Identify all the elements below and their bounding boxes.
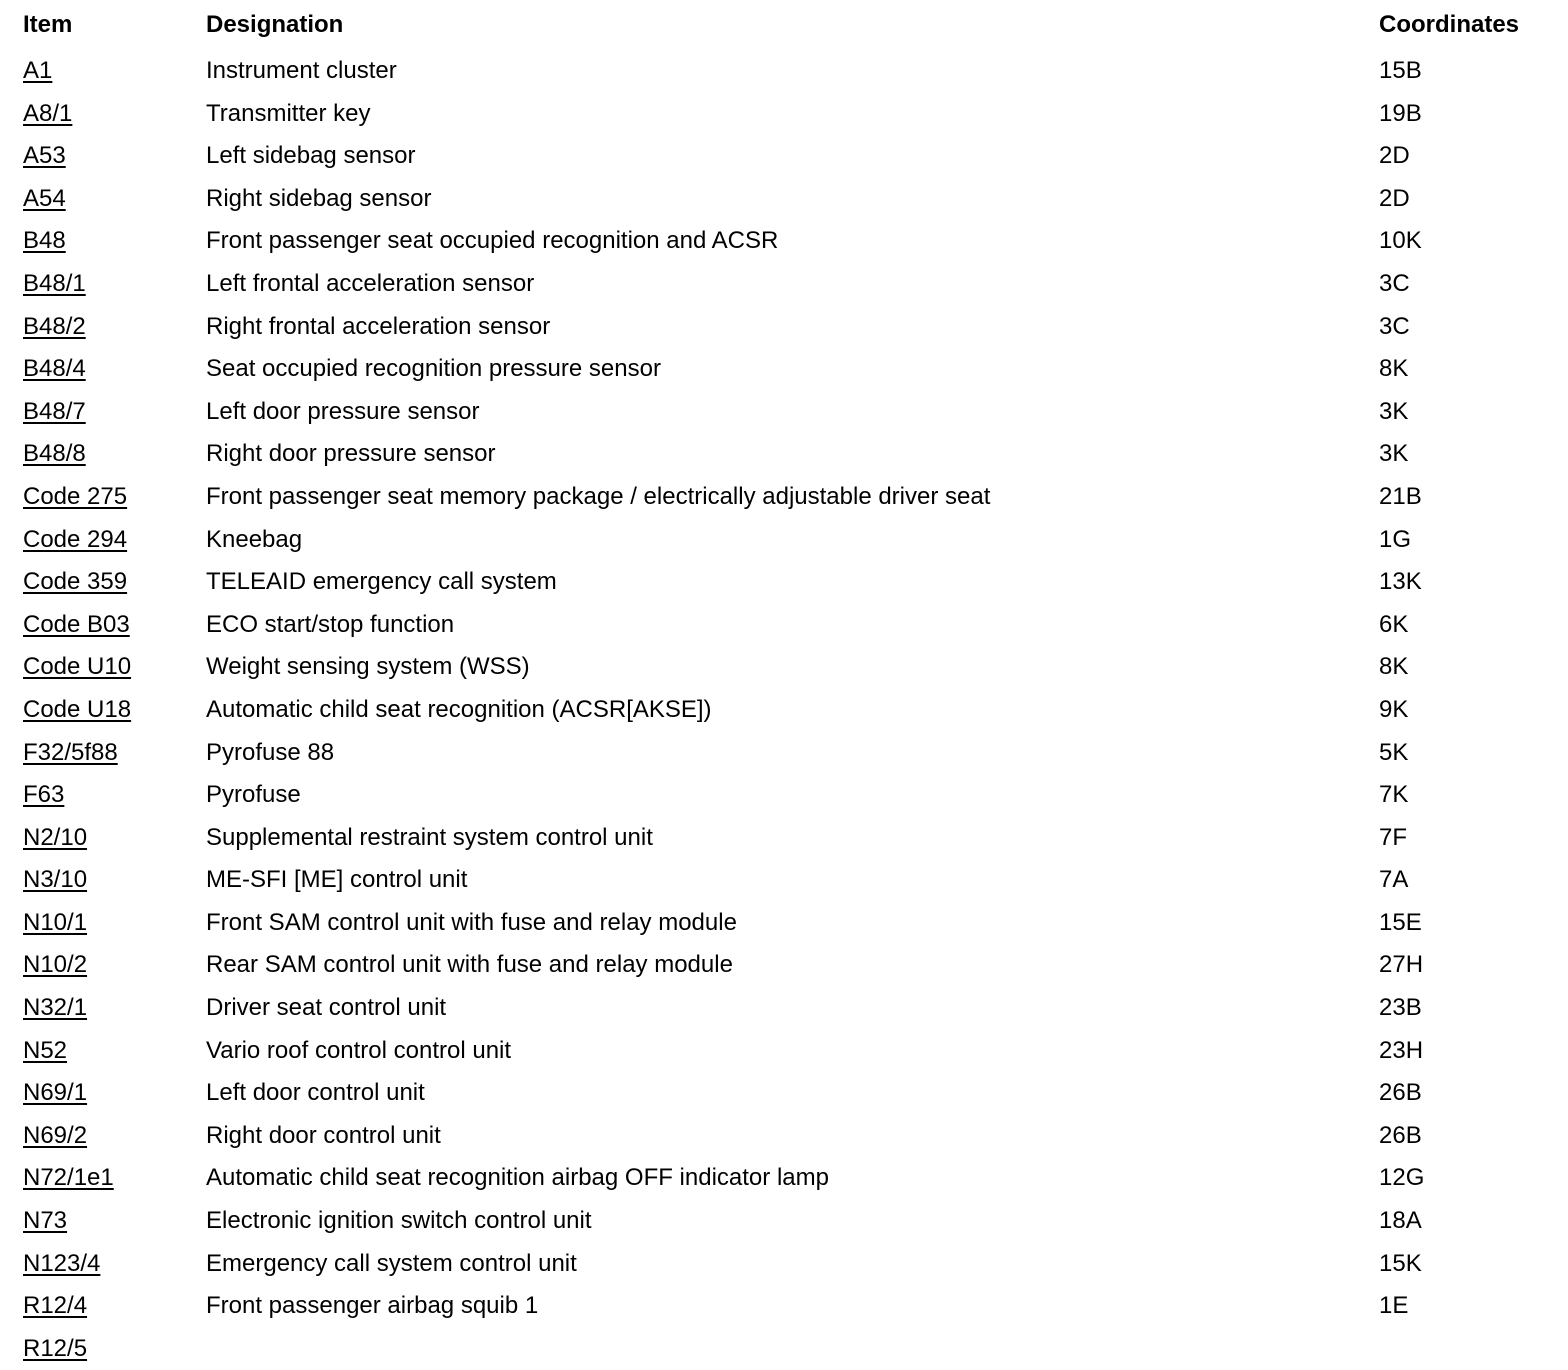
coordinates-text: 7A — [1379, 866, 1409, 894]
table-row — [0, 263, 1568, 306]
item-link[interactable]: B48/1 — [23, 269, 86, 297]
table-row — [0, 135, 1568, 178]
coordinates-text: 3C — [1379, 312, 1410, 340]
designation-text: Pyrofuse 88 — [206, 738, 335, 766]
coordinates-text: 7K — [1379, 781, 1409, 809]
designation-text: Left sidebag sensor — [206, 142, 416, 170]
header-designation: Designation — [206, 11, 344, 38]
coordinates-text: 7F — [1379, 823, 1408, 851]
designation-text: Electronic ignition switch control unit — [206, 1207, 592, 1235]
item-link[interactable]: B48/8 — [23, 440, 86, 468]
coordinates-text: 15B — [1379, 57, 1422, 84]
item-link[interactable]: N123/4 — [23, 1249, 101, 1277]
coordinates-text: 8K — [1379, 653, 1409, 681]
table-row — [0, 774, 1568, 817]
coordinates-text: 23B — [1379, 994, 1422, 1022]
designation-text: Right sidebag sensor — [206, 184, 432, 212]
table-row — [0, 1072, 1568, 1115]
item-link[interactable]: R12/4 — [23, 1292, 88, 1320]
table-row — [0, 306, 1568, 349]
designation-text: Supplemental restraint system control unit — [206, 823, 653, 851]
coordinates-text: 23H — [1379, 1036, 1424, 1064]
designation-text: Transmitter key — [206, 99, 371, 127]
designation-text: Left door pressure sensor — [206, 397, 480, 425]
table-row — [0, 1285, 1568, 1328]
table-row — [0, 732, 1568, 775]
designation-text: Rear SAM control unit with fuse and relay module — [206, 951, 733, 979]
designation-text: Right frontal acceleration sensor — [206, 312, 551, 340]
table-row — [0, 817, 1568, 860]
item-link[interactable]: B48/2 — [23, 312, 86, 340]
item-link[interactable]: N2/10 — [23, 823, 88, 851]
item-link[interactable]: R12/5 — [23, 1334, 88, 1362]
coordinates-text: 2D — [1379, 184, 1410, 212]
item-link[interactable]: Code U18 — [23, 695, 132, 723]
designation-text: ME-SFI [ME] control unit — [206, 866, 468, 894]
coordinates-text: 5K — [1379, 738, 1409, 766]
designation-text: Instrument cluster — [206, 57, 397, 84]
coordinates-text: 6K — [1379, 610, 1409, 638]
coordinates-text: 26B — [1379, 1121, 1422, 1149]
designation-text: Vario roof control control unit — [206, 1036, 512, 1064]
item-link[interactable]: F32/5f88 — [23, 738, 118, 766]
item-link[interactable]: N73 — [23, 1207, 68, 1235]
designation-text: ECO start/stop function — [206, 610, 455, 638]
table-row — [0, 689, 1568, 732]
designation-text: Front passenger seat memory package / electrically adjustable driver seat — [206, 482, 991, 510]
designation-text: Automatic child seat recognition airbag OFF indicator lamp — [206, 1164, 829, 1192]
coordinates-text: 1G — [1379, 525, 1412, 553]
designation-text: Front SAM control unit with fuse and relay module — [206, 908, 737, 936]
item-link[interactable]: Code 294 — [23, 525, 128, 553]
item-link[interactable]: N72/1e1 — [23, 1164, 114, 1192]
designation-text: Pyrofuse — [206, 781, 301, 809]
designation-text: Automatic child seat recognition (ACSR[AKSE]) — [206, 695, 712, 723]
coordinates-text: 15E — [1379, 908, 1422, 936]
table-row — [0, 433, 1568, 476]
item-link[interactable]: N10/1 — [23, 908, 88, 936]
item-link[interactable]: N69/1 — [23, 1079, 88, 1107]
coordinates-text: 21B — [1379, 482, 1422, 510]
table-row — [0, 348, 1568, 391]
table-row — [0, 476, 1568, 519]
coordinates-text: 19B — [1379, 99, 1422, 127]
table-row — [0, 1157, 1568, 1200]
item-link[interactable]: N10/2 — [23, 951, 88, 979]
item-link[interactable]: N69/2 — [23, 1121, 88, 1149]
coordinates-text: 26B — [1379, 1079, 1422, 1107]
designation-text: Emergency call system control unit — [206, 1249, 577, 1277]
table-header — [0, 0, 1568, 50]
table-row — [0, 1115, 1568, 1158]
table-row — [0, 93, 1568, 136]
table-row — [0, 50, 1568, 93]
item-link[interactable]: Code 359 — [23, 568, 128, 596]
coordinates-text: 9K — [1379, 695, 1409, 723]
item-link[interactable]: N3/10 — [23, 866, 88, 894]
designation-text: Right door control unit — [206, 1121, 441, 1149]
designation-text: Seat occupied recognition pressure sensor — [206, 355, 661, 383]
coordinates-text: 2D — [1379, 142, 1410, 170]
table-row — [0, 1200, 1568, 1243]
table-row — [0, 944, 1568, 987]
item-link[interactable]: B48/7 — [23, 397, 86, 425]
item-link[interactable]: N52 — [23, 1036, 68, 1064]
item-link[interactable]: Code B03 — [23, 610, 130, 638]
designation-text: Left frontal acceleration sensor — [206, 269, 535, 297]
designation-text: Front passenger seat occupied recognition and ACSR — [206, 227, 779, 255]
table-row — [0, 220, 1568, 263]
designation-text: Left door control unit — [206, 1079, 425, 1107]
coordinates-text: 3C — [1379, 269, 1410, 297]
designation-text: Front passenger airbag squib 1 — [206, 1292, 539, 1320]
header-item: Item — [23, 11, 73, 38]
item-link[interactable]: F63 — [23, 781, 65, 809]
coordinates-text: 13K — [1379, 568, 1422, 596]
coordinates-text: 12G — [1379, 1164, 1425, 1192]
item-link[interactable]: A1 — [23, 57, 53, 84]
designation-text: Driver seat control unit — [206, 994, 447, 1022]
item-link[interactable]: A53 — [23, 142, 66, 170]
header-coordinates: Coordinates — [1379, 11, 1520, 38]
coordinates-text: 3K — [1379, 397, 1409, 425]
table-row — [0, 1243, 1568, 1286]
item-link[interactable]: N32/1 — [23, 994, 88, 1022]
table-row — [0, 1030, 1568, 1073]
item-link[interactable]: A8/1 — [23, 99, 73, 127]
designation-text: TELEAID emergency call system — [206, 568, 557, 596]
coordinates-text: 3K — [1379, 440, 1409, 468]
item-link[interactable]: Code U10 — [23, 653, 132, 681]
designation-text: Right door pressure sensor — [206, 440, 496, 468]
coordinates-text: 10K — [1379, 227, 1422, 255]
coordinates-text: 18A — [1379, 1207, 1422, 1235]
table-row — [0, 561, 1568, 604]
coordinates-text: 27H — [1379, 951, 1424, 979]
item-link[interactable]: A54 — [23, 184, 66, 212]
table-row — [0, 519, 1568, 562]
table-row — [0, 902, 1568, 945]
table-row — [0, 1328, 1568, 1370]
designation-text: Kneebag — [206, 525, 303, 553]
coordinates-text: 8K — [1379, 355, 1409, 383]
table-row — [0, 604, 1568, 647]
coordinates-text: 1E — [1379, 1292, 1409, 1320]
table-row — [0, 987, 1568, 1030]
coordinates-text: 15K — [1379, 1249, 1422, 1277]
item-link[interactable]: B48/4 — [23, 355, 86, 383]
item-link[interactable]: B48 — [23, 227, 66, 255]
designation-text: Weight sensing system (WSS) — [206, 653, 530, 681]
table-row — [0, 391, 1568, 434]
table-row — [0, 646, 1568, 689]
table-row — [0, 859, 1568, 902]
table-row — [0, 178, 1568, 221]
item-link[interactable]: Code 275 — [23, 482, 128, 510]
